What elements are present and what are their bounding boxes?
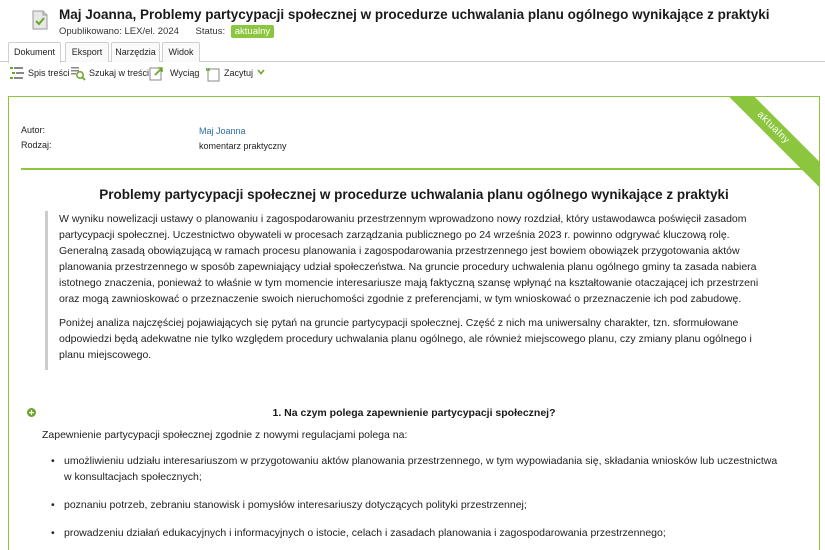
cite-button[interactable] (205, 64, 269, 82)
divider (21, 168, 807, 170)
bullet-list (42, 453, 782, 550)
type-value: komentarz praktyczny (199, 141, 287, 151)
author-label: Autor: (21, 125, 46, 135)
tab-bar (0, 42, 825, 62)
page-title: Maj Joanna, Problemy partycypacji społecznej w procedurze uchwalania planu ogólnego wynikające z praktyki (59, 7, 770, 22)
document-content (8, 96, 820, 550)
lead-paragraphs (45, 211, 779, 370)
svg-text:": " (205, 66, 211, 79)
document-title: Problemy partycypacji społecznej w procedurze uchwalania planu ogólnego wynikające z praktyki (99, 187, 729, 202)
published-label: Opublikowano: LEX/el. 2024 (59, 26, 179, 37)
section-intro: Zapewnienie partycypacji społecznej zgodnie z nowymi regulacjami polega na: (42, 429, 408, 441)
publication-meta (59, 25, 274, 38)
cite-icon (205, 66, 221, 82)
toc-label: Spis treści (28, 68, 70, 78)
author-link[interactable]: Maj Joanna (199, 126, 246, 136)
tab-widok[interactable]: Widok (162, 42, 200, 62)
search-in-text-label: Szukaj w treści (89, 68, 150, 78)
type-label: Rodzaj: (21, 140, 52, 150)
search-in-text-button[interactable] (70, 64, 150, 82)
section-heading: 1. Na czym polega zapewnienie partycypacji społecznej? (272, 407, 556, 419)
lead-paragraph: Poniżej analiza najczęściej pojawiających się pytań na gruncie partycypacji społecznej. Część z nich ma uniwersalny charakter, tzn. sformułowane odpowiedzi będą adekwatne nie tylko względem procedury uchwalania planu ogólnego, ale również miejscowego planu, czy zmiany planu ogólnego i planu miejscowego. (59, 316, 752, 361)
document-header (0, 0, 825, 40)
chevron-down-icon[interactable] (257, 69, 265, 75)
list-item: • umożliwieniu udziału interesariuszom w przygotowaniu aktów planowania przestrzennego, w tym wypowiadania się, składania wniosków lub uczestnictwa w konsultacjach społecznych; (42, 453, 782, 485)
status-badge: aktualny (231, 25, 274, 38)
search-in-text-icon (70, 66, 86, 81)
status-ribbon: aktualny (710, 96, 820, 191)
toolbar (0, 62, 825, 84)
lead-paragraph: W wyniku nowelizacji ustawy o planowaniu i zagospodarowaniu przestrzennym wprowadzono nowy rozdział, który ustawodawca poświęcił zasadom partycypacji społecznej. Uczestnictwo obywateli w procesach zarządzania publicznego po 24 września 2023 r. powinno odgrywać kluczową rolę. Generalną zasadą obowiązującą w ramach procesu planowania i zagospodarowania przestrzennego jest bowiem obowiązek przygotowania aktów planowania przestrzennego w sposób zapewniający udział społeczeństwa. Na gruncie procedury uchwalenia planu ogólnego gminy ta zasada nabiera istotnego znaczenia, ponieważ to właśnie w tym momencie interesariusze mają faktyczną szansę wpłynąć na kształtowanie otaczającej ich przestrzeni oraz mogą zawnioskować o przeznaczenie swoich nieruchomości zgodnie z preferencjami, w tym wnioskować o przeznaczenie ich pod zabudowę. (59, 213, 759, 306)
extract-label: Wyciąg (170, 68, 200, 78)
extract-icon (149, 66, 165, 81)
tab-narzedzia[interactable]: Narzędzia (111, 42, 160, 62)
tab-eksport[interactable]: Eksport (65, 42, 109, 62)
cite-label: Zacytuj (224, 68, 254, 78)
list-item: • prowadzeniu działań edukacyjnych i informacyjnych o istocie, celach i zasadach planowania i zagospodarowania przestrzennego; (42, 525, 782, 541)
document-icon (32, 10, 48, 30)
toc-icon (9, 66, 25, 80)
status-label: Status: (195, 26, 226, 37)
extract-button[interactable] (149, 64, 199, 82)
toc-button[interactable] (9, 64, 70, 82)
list-item: • poznaniu potrzeb, zebraniu stanowisk i pomysłów interesariuszy dotyczących polityki przestrzennej; (42, 497, 782, 513)
tab-dokument[interactable]: Dokument (8, 42, 61, 63)
